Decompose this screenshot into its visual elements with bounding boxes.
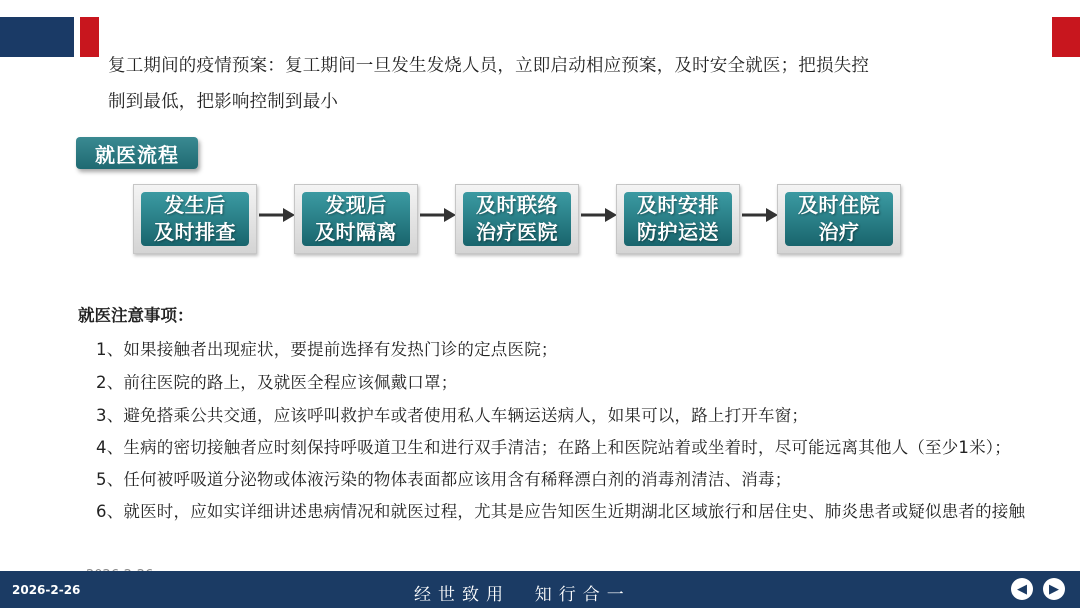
flow-step-3	[455, 184, 579, 254]
note-item-6: 6、就医时，应如实详细讲述患病情况和就医过程，尤其是应告知医生近期湖北区域旅行和居住史、肺炎患者或疑似患者的接触	[96, 502, 1026, 521]
corner-red-block-left	[80, 17, 99, 57]
arrow-right-icon: ▶	[1049, 581, 1059, 597]
section-tag-medical-process: 就医流程	[76, 137, 198, 169]
corner-red-block-right	[1052, 17, 1080, 57]
footer-motto: 经世致用 知行合一	[414, 585, 631, 605]
flow-step-4-line-1: 及时安排	[637, 193, 719, 217]
flow-step-5-line-1: 及时住院	[798, 193, 880, 217]
note-item-2: 2、前往医院的路上，及就医全程应该佩戴口罩；	[96, 373, 458, 392]
flow-step-1-box	[141, 192, 249, 246]
intro-text-line-2: 制到最低，把影响控制到最小	[108, 92, 339, 112]
flow-arrow-icon	[258, 205, 296, 225]
flow-arrow-icon	[741, 205, 779, 225]
note-item-1: 1、如果接触者出现症状，要提前选择有发热门诊的定点医院；	[96, 340, 558, 359]
flow-arrow-icon	[580, 205, 618, 225]
flow-step-3-line-1: 及时联络	[476, 193, 558, 217]
flow-step-5-box	[785, 192, 893, 246]
flow-step-4-line-2: 防护运送	[637, 220, 719, 244]
arrow-left-icon: ◀	[1017, 581, 1027, 597]
flow-step-2-line-1: 发现后	[325, 193, 387, 217]
intro-text-line-1: 复工期间的疫情预案：复工期间一旦发生发烧人员，立即启动相应预案，及时安全就医；把损失控	[108, 56, 870, 76]
corner-navy-block	[0, 17, 74, 57]
flow-step-2	[294, 184, 418, 254]
flow-step-1-line-1: 发生后	[164, 193, 226, 217]
footer-date: 2026-2-26	[12, 583, 81, 597]
next-slide-button[interactable]	[1043, 578, 1065, 600]
flow-step-2-line-2: 及时隔离	[315, 220, 397, 244]
flow-step-5-line-2: 治疗	[818, 220, 860, 244]
flow-step-4-box	[624, 192, 732, 246]
note-item-5: 5、任何被呼吸道分泌物或体液污染的物体表面都应该用含有稀释漂白剂的消毒剂清洁、消毒；	[96, 470, 792, 489]
note-item-4: 4、生病的密切接触者应时刻保持呼吸道卫生和进行双手清洁；在路上和医院站着或坐着时，尽可能远离其他人（至少1米）；	[96, 438, 1011, 457]
flow-step-1	[133, 184, 257, 254]
flow-step-5	[777, 184, 901, 254]
flow-step-2-box	[302, 192, 410, 246]
prev-slide-button[interactable]	[1011, 578, 1033, 600]
flow-step-3-line-2: 治疗医院	[476, 220, 558, 244]
flow-arrow-icon	[419, 205, 457, 225]
flow-step-4	[616, 184, 740, 254]
notes-heading: 就医注意事项：	[78, 306, 194, 325]
note-item-3: 3、避免搭乘公共交通，应该呼叫救护车或者使用私人车辆运送病人，如果可以，路上打开车窗；	[96, 406, 809, 425]
flow-step-1-line-2: 及时排查	[154, 220, 236, 244]
flow-step-3-box	[463, 192, 571, 246]
